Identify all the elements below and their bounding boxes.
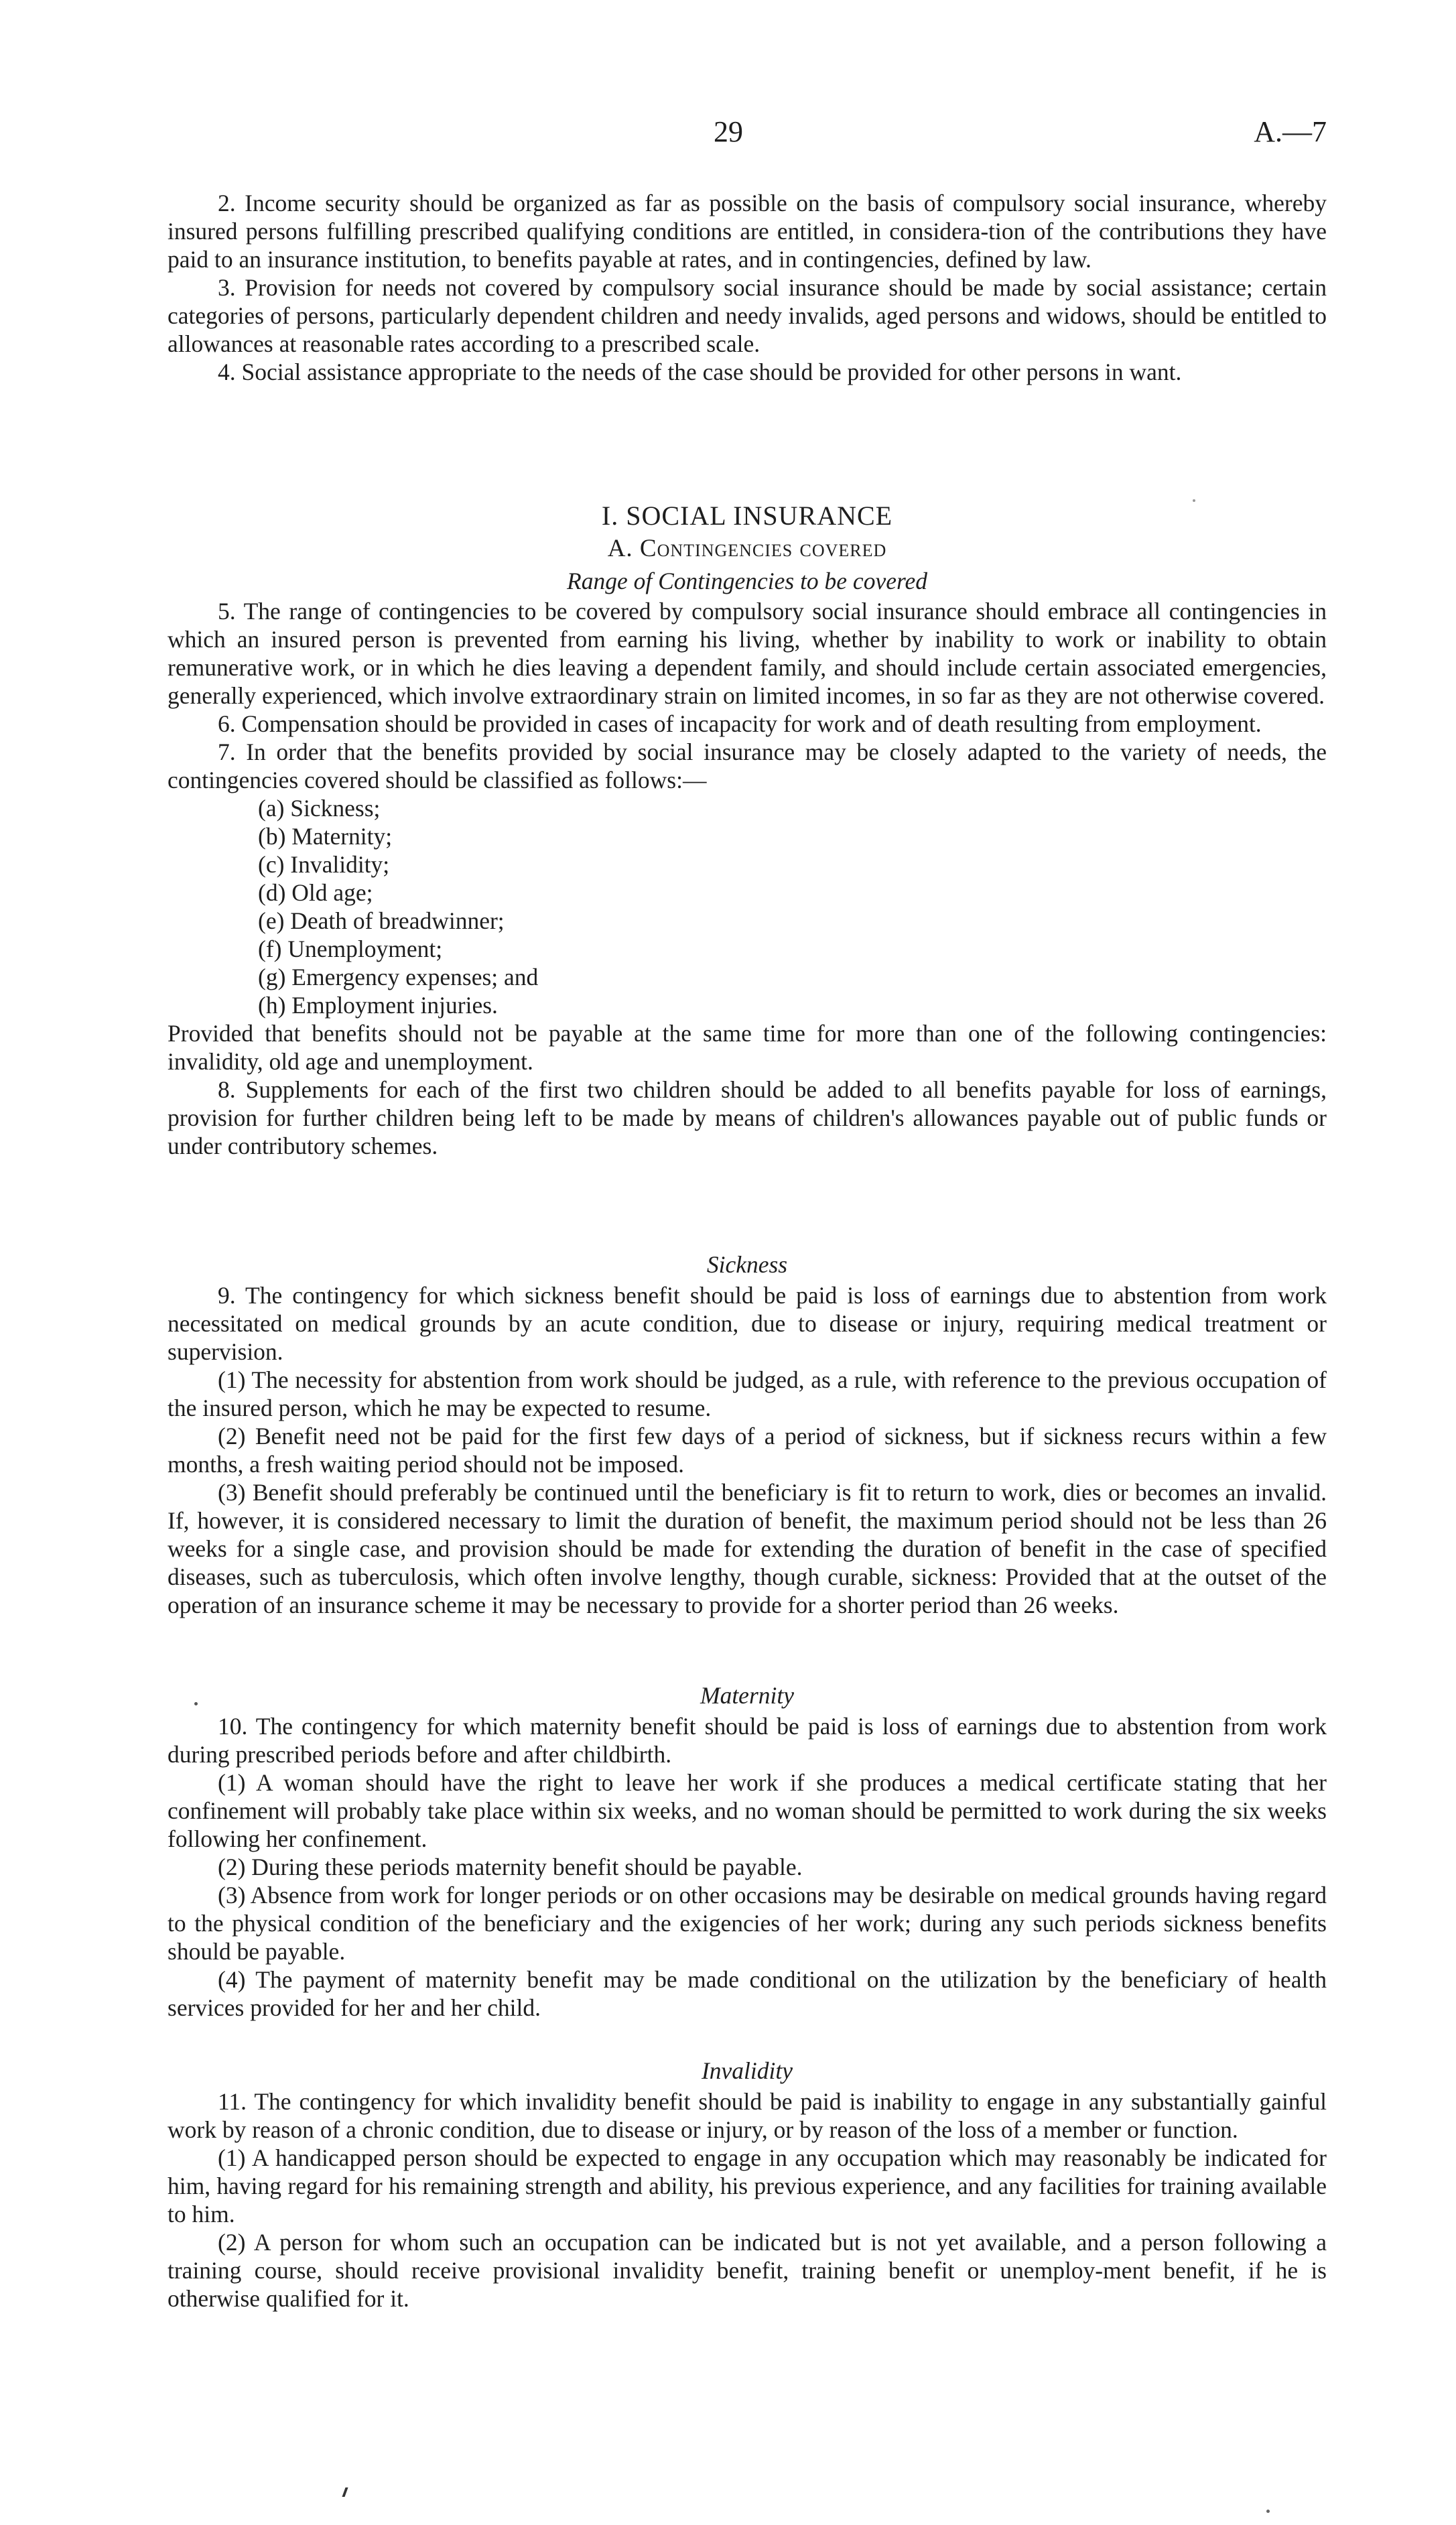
paragraph-7: 7. In order that the benefits provided by social insurance may be closely adapted to the variety of needs, the contingencies covered should be classified as follows:— [168,738,1327,793]
paragraph-6: 6. Compensation should be provided in cases of incapacity for work and of death resulting from employment. [218,710,1262,737]
range-heading: Range of Contingencies to be covered [567,568,927,594]
paragraph-2: 2. Income security should be organized as far as possible on the basis of compulsory social insurance, whereby insured persons fulfilling prescribed qualifying conditions are entitled, in considera-tion of the contributions they have paid to an insurance institution, to benefits payable at rates, and in contingencies, defined by law. [168,190,1327,273]
sickness-heading: Sickness [706,1251,788,1278]
paragraph-9: 9. The contingency for which sickness benefit should be paid is loss of earnings due to abstention from work necessitated on medical grounds by an acute condition, due to disease or injury, requiring medical treatment or supervision. [168,1282,1327,1365]
paragraph-10-4: (4) The payment of maternity benefit may be made conditional on the utilization by the beneficiary of health services provided for her and her child. [168,1966,1327,2021]
sickness-section [168,1248,1327,1619]
paragraph-9-1: (1) The necessity for abstention from work should be judged, as a rule, with reference to the previous occupation of the insured person, which he may be expected to resume. [168,1366,1327,1421]
print-speck [1266,2510,1270,2513]
print-speck [194,1702,198,1705]
invalidity-heading: Invalidity [701,2057,793,2084]
list-item: (c) Invalidity; [258,851,390,878]
range-section [168,499,1327,1160]
paragraph-9-2: (2) Benefit need not be paid for the first few days of a period of sickness, but if sickness recurs within a few months, a fresh waiting period should not be imposed. [168,1423,1327,1478]
list-item: (d) Old age; [258,879,373,906]
paragraph-10: 10. The contingency for which maternity benefit should be paid is loss of earnings due to abstention from work during prescribed periods before and after childbirth. [168,1713,1327,1768]
print-speck [342,2487,348,2497]
intro-section [168,189,1327,386]
list-item: (b) Maternity; [258,823,393,850]
page-number: 29 [714,115,743,148]
list-item: (e) Death of breadwinner; [258,907,505,934]
paragraph-10-2: (2) During these periods maternity benefit should be payable. [218,1854,803,1880]
maternity-heading: Maternity [700,1682,794,1709]
list-item: (g) Emergency expenses; and [258,964,539,990]
section-heading: I. SOCIAL INSURANCE [601,501,893,531]
paragraph-9-3: (3) Benefit should preferably be continued until the beneficiary is fit to return to work, dies or becomes an invalid. If, however, it is considered necessary to limit the duration of benefit, the maximum period should not be less than 26 weeks for a single case, and provision should be made for extending the duration of benefit in the case of specified diseases, such as tuberculosis, which often involve lengthy, though curable, sickness: Provided that at the outset of the operation of an insurance scheme it may be necessary to provide for a shorter period than 26 weeks. [168,1479,1327,1618]
paragraph-8: 8. Supplements for each of the first two children should be added to all benefits payable for loss of earnings, provision for further children being left to be made by means of children's allowances payable out of public funds or under contributory schemes. [168,1076,1327,1159]
paragraph-3: 3. Provision for needs not covered by compulsory social insurance should be made by social assistance; certain categories of persons, particularly dependent children and needy invalids, aged persons and widows, should be entitled to allowances at reasonable rates according to a prescribed scale. [168,274,1327,357]
proviso-paragraph: Provided that benefits should not be payable at the same time for more than one of the following contingencies: invalidity, old age and unemployment. [168,1020,1327,1075]
paragraph-10-1: (1) A woman should have the right to leave her work if she produces a medical certificate stating that her confinement will probably take place within six weeks, and no woman should be permitted to work during the six weeks following her confinement. [168,1769,1327,1852]
paragraph-10-3: (3) Absence from work for longer periods or on other occasions may be desirable on medical grounds having regard to the physical condition of the beneficiary and the exigencies of her work; during any such periods sickness benefits should be payable. [168,1882,1327,1965]
list-item: (f) Unemployment; [258,935,443,962]
paragraph-11-1: (1) A handicapped person should be expected to engage in any occupation which may reasonably be indicated for him, having regard for his remaining strength and ability, his previous experience, and any facilities for training available to him. [168,2144,1327,2227]
maternity-section [168,1679,1327,2022]
paragraph-4: 4. Social assistance appropriate to the needs of the case should be provided for other persons in want. [218,359,1182,385]
paragraph-5: 5. The range of contingencies to be covered by compulsory social insurance should embrace all contingencies in which an insured person is prevented from earning his living, whether by inability to work or inability to obtain remunerative work, or in which he dies leaving a dependent family, and should include certain associated emergencies, generally experienced, which involve extraordinary strain on limited incomes, in so far as they are not otherwise covered. [168,598,1327,709]
document-reference: A.—7 [1254,115,1327,148]
print-speck [1193,499,1195,502]
invalidity-section [168,2054,1327,2313]
subsection-heading: A. Contingencies covered [607,535,887,562]
paragraph-11: 11. The contingency for which invalidity benefit should be paid is inability to engage in any substantially gainful work by reason of a chronic condition, due to disease or injury, or by reason of the loss of a member or function. [168,2088,1327,2143]
contingency-list [168,794,1327,1019]
list-item: (h) Employment injuries. [258,992,498,1019]
list-item: (a) Sickness; [258,795,381,822]
paragraph-11-2: (2) A person for whom such an occupation can be indicated but is not yet available, and a person following a training course, should receive provisional invalidity benefit, training benefit or unemploy-ment benefit, if he is otherwise qualified for it. [168,2229,1327,2312]
